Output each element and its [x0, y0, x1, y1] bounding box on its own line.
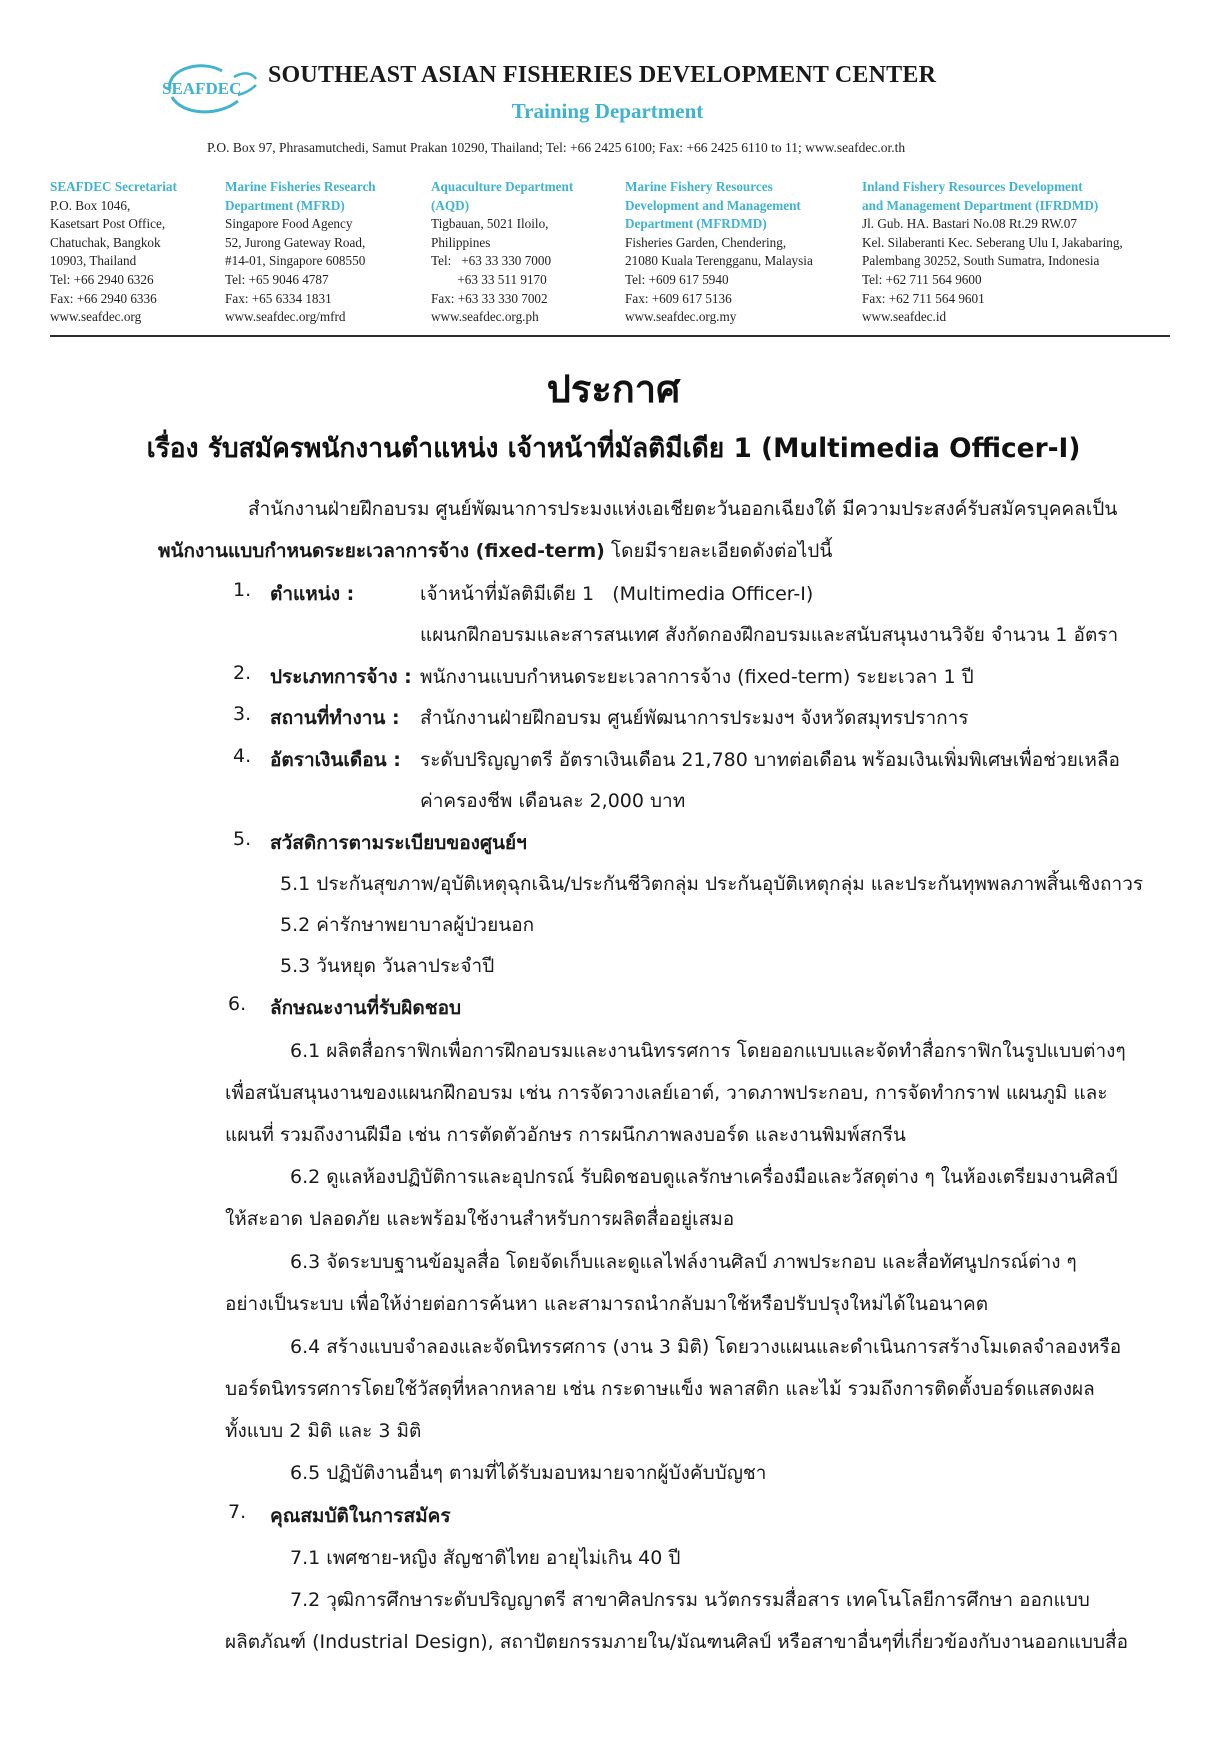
section-7-number: 7.	[228, 1501, 247, 1523]
section-6-line: ทั้งแบบ 2 มิติ และ 3 มิติ	[225, 1420, 422, 1442]
office-aqd: Aquaculture Department (AQD) Tigbauan, 5021 Iloilo, Philippines Tel: +63 33 330 7000 +63 33 511 9170 Fax: +63 33 330 7002 www.seafdec.org.ph	[431, 179, 574, 325]
section-2-number: 2.	[233, 662, 252, 684]
section-6-line: 6.5 ปฏิบัติงานอื่นๆ ตามที่ได้รับมอบหมายจากผู้บังคับบัญชา	[290, 1462, 767, 1484]
section-1-label: ตำแหน่ง :	[270, 583, 355, 605]
section-6-line: บอร์ดนิทรรศการโดยใช้วัสดุที่หลากหลาย เช่น กระดาษแข็ง พลาสติก และไม้ รวมถึงการติดตั้งบอร์ดแสดงผล	[225, 1378, 1095, 1400]
section-6-line: ให้สะอาด ปลอดภัย และพร้อมใช้งานสำหรับการผลิตสื่ออยู่เสมอ	[225, 1208, 735, 1230]
section-4-number: 4.	[233, 745, 252, 767]
section-2-label: ประเภทการจ้าง :	[270, 666, 412, 688]
office-mfrdmd: Marine Fishery Resources Development and Management Department (MFRDMD) Fisheries Garden, Chendering, 21080 Kuala Terengganu, Malaysia Tel: +609 617 5940 Fax: +609 617 5136 www.seafdec.org.my	[625, 179, 813, 325]
office-ifrdmd: Inland Fishery Resources Development and Management Department (IFRDMD) Jl. Gub. HA. Bastari No.08 Rt.29 RW.07 Kel. Silaberanti Kec. Seberang Ulu I, Jakabaring, Palembang 30252, South Sumatra, Indonesia Tel: +62 711 564 9600 Fax: +62 711 564 9601 www.seafdec.id	[862, 179, 1123, 325]
section-7-line: 7.1 เพศชาย-หญิง สัญชาติไทย อายุไม่เกิน 40 ปี	[290, 1547, 681, 1569]
section-4-value: ระดับปริญญาตรี อัตราเงินเดือน 21,780 บาทต่อเดือน พร้อมเงินเพิ่มพิเศษเพื่อช่วยเหลือ	[420, 749, 1120, 771]
section-5-item: 5.3 วันหยุด วันลาประจำปี	[280, 955, 495, 977]
section-6-line: 6.4 สร้างแบบจำลองและจัดนิทรรศการ (งาน 3 มิติ) โดยวางแผนและดำเนินการสร้างโมเดลจำลองหรือ	[290, 1336, 1122, 1358]
office-mfrd: Marine Fisheries Research Department (MFRD) Singapore Food Agency 52, Jurong Gateway Road, #14-01, Singapore 608550 Tel: +65 9046 4787 Fax: +65 6334 1831 www.seafdec.org/mfrd	[225, 179, 376, 325]
section-3-label: สถานที่ทำงาน :	[270, 707, 400, 729]
section-7-line: 7.2 วุฒิการศึกษาระดับปริญญาตรี สาขาศิลปกรรม นวัตกรรมสื่อสาร เทคโนโลยีการศึกษา ออกแบบ	[290, 1589, 1090, 1611]
section-1-number: 1.	[233, 579, 252, 601]
section-6-line: แผนที่ รวมถึงงานฝีมือ เช่น การตัดตัวอักษร การผนึกภาพลงบอร์ด และงานพิมพ์สกรีน	[225, 1124, 906, 1146]
section-2-value: พนักงานแบบกำหนดระยะเวลาการจ้าง (fixed-term) ระยะเวลา 1 ปี	[420, 666, 974, 688]
section-1-value-2: แผนกฝึกอบรมและสารสนเทศ สังกัดกองฝึกอบรมและสนับสนุนงานวิจัย จำนวน 1 อัตรา	[420, 624, 1119, 646]
section-5-item: 5.2 ค่ารักษาพยาบาลผู้ป่วยนอก	[280, 914, 535, 936]
intro-line-2: พนักงานแบบกำหนดระยะเวลาการจ้าง (fixed-term) โดยมีรายละเอียดดังต่อไปนี้	[158, 540, 833, 562]
section-3-value: สำนักงานฝ่ายฝึกอบรม ศูนย์พัฒนาการประมงฯ จังหวัดสมุทรปราการ	[420, 707, 969, 729]
section-7-label: คุณสมบัติในการสมัคร	[270, 1505, 451, 1527]
section-5-number: 5.	[233, 828, 252, 850]
section-1-value: เจ้าหน้าที่มัลติมีเดีย 1 (Multimedia Officer-I)	[420, 583, 814, 605]
section-6-line: 6.2 ดูแลห้องปฏิบัติการและอุปกรณ์ รับผิดชอบดูแลรักษาเครื่องมือและวัสดุต่าง ๆ ในห้องเตรียมงานศิลป์	[290, 1166, 1118, 1188]
section-3-number: 3.	[233, 703, 252, 725]
section-6-line: 6.1 ผลิตสื่อกราฟิกเพื่อการฝึกอบรมและงานนิทรรศการ โดยออกแบบและจัดทำสื่อกราฟิกในรูปแบบต่างๆ	[290, 1040, 1126, 1062]
section-6-label: ลักษณะงานที่รับผิดชอบ	[270, 997, 462, 1019]
section-4-value-2: ค่าครองชีพ เดือนละ 2,000 บาท	[420, 790, 686, 812]
header-divider	[50, 335, 1170, 337]
department-name: Training Department	[511, 99, 704, 123]
section-6-number: 6.	[228, 993, 247, 1015]
org-address: P.O. Box 97, Phrasamutchedi, Samut Prakan 10290, Thailand; Tel: +66 2425 6100; Fax: +66 2425 6110 to 11; www.seafdec.or.th	[207, 140, 906, 155]
announcement-title: ประกาศ	[546, 367, 681, 411]
announcement-subject: เรื่อง รับสมัครพนักงานตำแหน่ง เจ้าหน้าที่มัลติมีเดีย 1 (Multimedia Officer-I)	[146, 433, 1081, 464]
office-secretariat: SEAFDEC Secretariat P.O. Box 1046, Kasetsart Post Office, Chatuchak, Bangkok 10903, Thailand Tel: +66 2940 6326 Fax: +66 2940 6336 www.seafdec.org	[50, 179, 177, 325]
intro-line-1: สำนักงานฝ่ายฝึกอบรม ศูนย์พัฒนาการประมงแห่งเอเชียตะวันออกเฉียงใต้ มีความประสงค์รับสมัครบุคคลเป็น	[248, 498, 1118, 520]
section-5-item: 5.1 ประกันสุขภาพ/อุบัติเหตุฉุกเฉิน/ประกันชีวิตกลุ่ม ประกันอุบัติเหตุกลุ่ม และประกันทุพพลภาพสิ้นเชิงถาวร	[280, 873, 1144, 895]
section-6-line: 6.3 จัดระบบฐานข้อมูลสื่อ โดยจัดเก็บและดูแลไฟล์งานศิลป์ ภาพประกอบ และสื่อทัศนูปกรณ์ต่าง ๆ	[290, 1251, 1077, 1273]
section-5-label: สวัสดิการตามระเบียบของศูนย์ฯ	[270, 832, 527, 854]
logo-text: SEAFDEC	[162, 79, 242, 98]
section-7-line: ผลิตภัณฑ์ (Industrial Design), สถาปัตยกรรมภายใน/มัณฑนศิลป์ หรือสาขาอื่นๆที่เกี่ยวข้องกับงานออกแบบสื่อ	[225, 1631, 1129, 1653]
section-6-line: เพื่อสนับสนุนงานของแผนกฝึกอบรม เช่น การจัดวางเลย์เอาต์, วาดภาพประกอบ, การจัดทำกราฟ แผนภูมิ และ	[225, 1082, 1108, 1104]
section-6-line: อย่างเป็นระบบ เพื่อให้ง่ายต่อการค้นหา และสามารถนำกลับมาใช้หรือปรับปรุงใหม่ได้ในอนาคต	[225, 1293, 989, 1315]
org-name: SOUTHEAST ASIAN FISHERIES DEVELOPMENT CENTER	[268, 62, 937, 88]
section-4-label: อัตราเงินเดือน :	[270, 749, 401, 771]
